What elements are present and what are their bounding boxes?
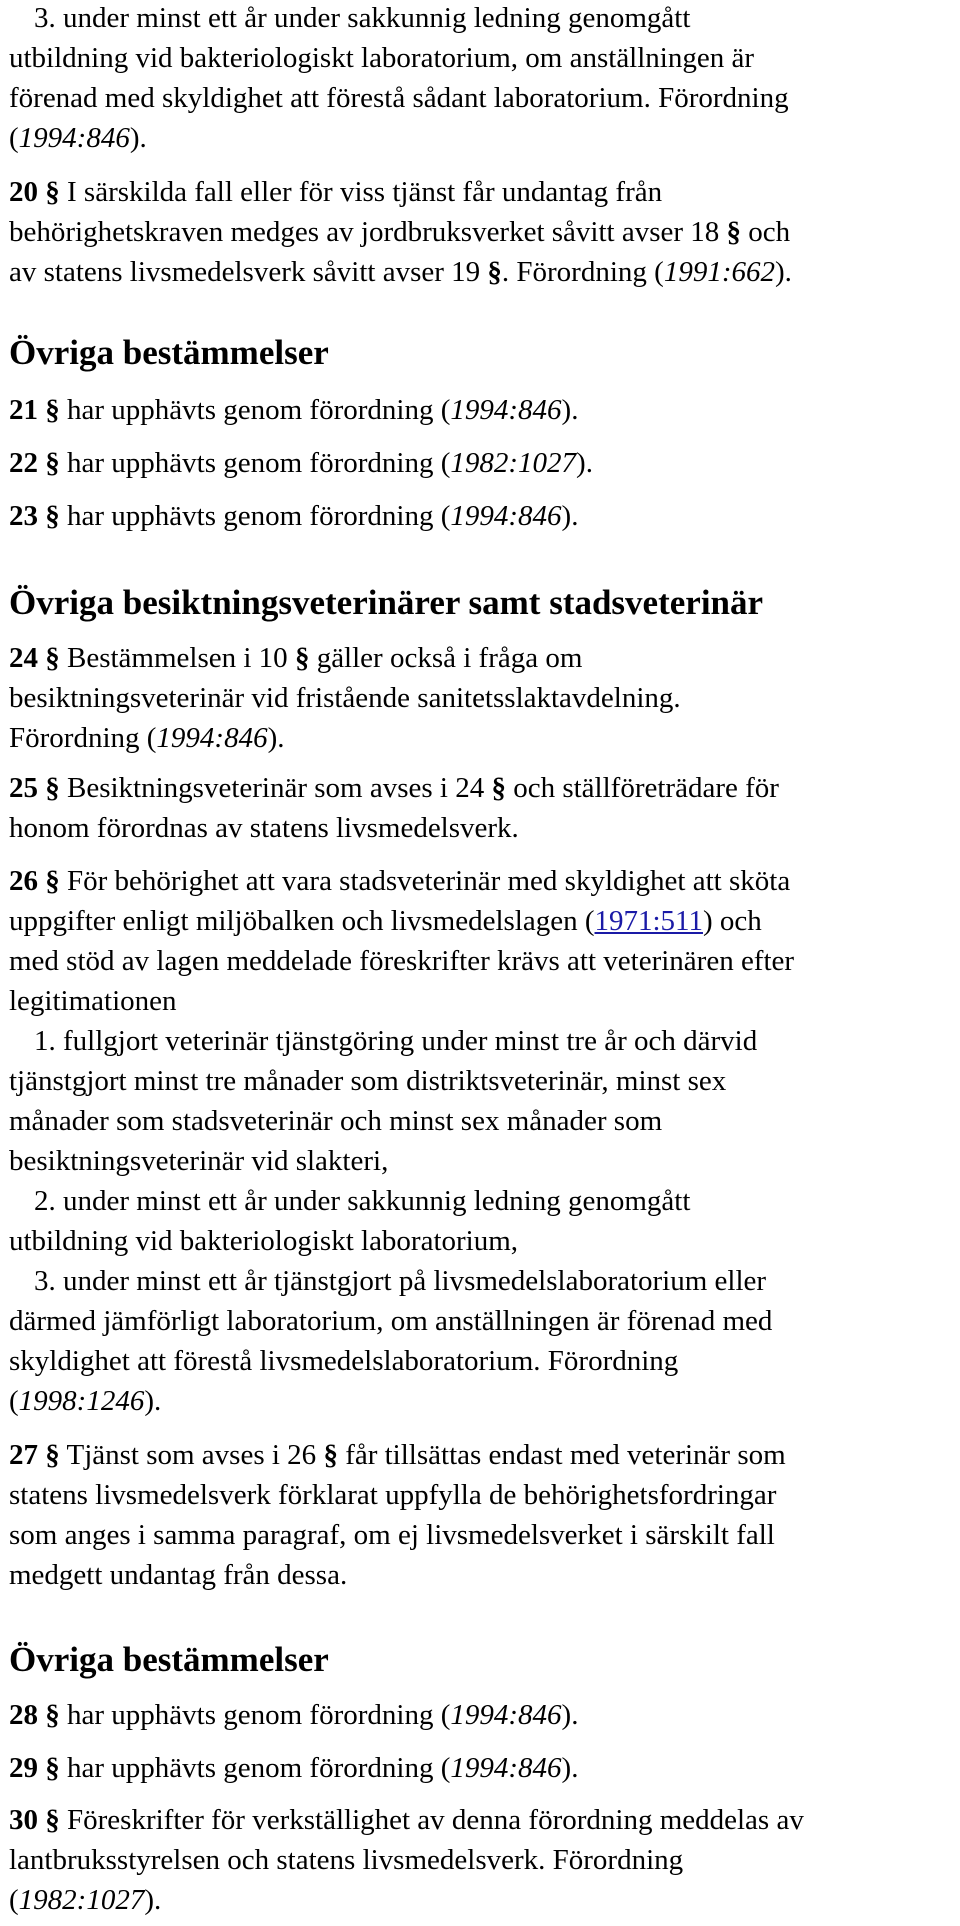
section-sign: § [45, 1439, 60, 1471]
section-sign: § [45, 1699, 60, 1731]
section-sign: § [45, 447, 60, 479]
ordinance-reference: 1994:846 [450, 394, 562, 426]
paragraph-number: 24 [9, 642, 38, 674]
ordinance-reference: 1994:846 [450, 1699, 562, 1731]
list-item-text: skyldighet att förestå livsmedelslaboratorium. Förordning [9, 1345, 679, 1377]
paragraph-21: 21 § har upphävts genom förordning (1994:846). [9, 394, 579, 426]
paragraph-number: 22 [9, 447, 38, 479]
paragraph-23: 23 § har upphävts genom förordning (1994:846). [9, 500, 579, 532]
section-sign: § [45, 642, 60, 674]
paragraph-text: behörighetskraven medges av jordbruksverket såvitt avser 18 [9, 216, 727, 248]
section-sign: § [45, 865, 60, 897]
paragraph-text: besiktningsveterinär vid fristående sanitetsslaktavdelning. [9, 682, 681, 714]
paragraph-text: legitimationen [9, 985, 177, 1017]
ordinance-reference: 1982:1027 [450, 447, 577, 479]
paragraph-number: 29 [9, 1752, 38, 1784]
paragraph-25: 25 § Besiktningsveterinär som avses i 24 § och ställföreträdare för honom förordnas av statens livsmedelsverk. [9, 768, 779, 848]
section-heading: Övriga besiktningsveterinärer samt stadsveterinär [9, 583, 764, 622]
paragraph-number: 21 [9, 394, 38, 426]
ordinance-reference: 1991:662 [663, 256, 775, 288]
list-item-text: 3. under minst ett år tjänstgjort på livsmedelslaboratorium eller [34, 1265, 767, 1297]
ordinance-reference: 1994:846 [450, 500, 562, 532]
section-sign: § [45, 1752, 60, 1784]
paragraph-text: I särskilda fall eller för viss tjänst får undantag från [59, 176, 663, 208]
paragraph-text: medgett undantag från dessa. [9, 1559, 348, 1591]
section-sign: § [45, 500, 60, 532]
section-sign: § [726, 216, 742, 248]
section-heading: Övriga bestämmelser [9, 1640, 329, 1679]
paragraph-number: 23 [9, 500, 38, 532]
list-item-3-top [9, 0, 789, 158]
section-sign: § [487, 256, 502, 288]
section-sign: § [491, 772, 506, 804]
list-item-text: besiktningsveterinär vid slakteri, [9, 1145, 389, 1177]
list-item-text: 1. fullgjort veterinär tjänstgöring under minst tre år och därvid [34, 1025, 758, 1057]
list-item-text: 3. under minst ett år under sakkunnig ledning genomgått [34, 2, 691, 34]
section-sign: § [45, 394, 60, 426]
list-item-text: (1994:846). [9, 122, 147, 154]
paragraph-text: som anges i samma paragraf, om ej livsmedelsverket i särskilt fall [9, 1519, 775, 1551]
list-item-text: utbildning vid bakteriologiskt laboratorium, om anställningen är [9, 42, 755, 74]
ordinance-reference: 1998:1246 [18, 1385, 145, 1417]
list-item-text: utbildning vid bakteriologiskt laboratorium, [9, 1225, 519, 1257]
list-item-text: därmed jämförligt laboratorium, om anställningen är förenad med [9, 1305, 773, 1337]
paragraph-number: 25 [9, 772, 38, 804]
paragraph-27: 27 § Tjänst som avses i 26 § får tillsättas endast med veterinär som statens livsmedelsverk förklarat uppfylla de behörighetsfordringar som anges i samma paragraf, om ej livsmedelsverket i särskilt fall medgett undantag från dessa. [9, 1435, 786, 1595]
section-heading: Övriga bestämmelser [9, 333, 329, 372]
ordinance-reference: 1994:846 [18, 122, 130, 154]
law-link[interactable]: 1971:511 [594, 905, 703, 937]
section-sign: § [45, 1804, 60, 1836]
paragraph-22: 22 § har upphävts genom förordning (1982:1027). [9, 447, 593, 479]
paragraph-24: 24 § Bestämmelsen i 10 § gäller också i fråga om besiktningsveterinär vid fristående sanitetsslaktavdelning. Förordning (1994:846). [9, 642, 681, 754]
list-item-text: 2. under minst ett år under sakkunnig ledning genomgått [34, 1185, 691, 1217]
paragraph-text: av statens livsmedelsverk såvitt avser 19 [9, 256, 488, 288]
section-sign: § [294, 642, 310, 674]
ordinance-reference: 1994:846 [450, 1752, 562, 1784]
paragraph-28: 28 § har upphävts genom förordning (1994:846). [9, 1699, 579, 1731]
paragraph-text: lantbruksstyrelsen och statens livsmedelsverk. Förordning [9, 1844, 684, 1876]
ordinance-reference: 1982:1027 [18, 1884, 145, 1916]
paragraph-number: 27 [9, 1439, 38, 1471]
paragraph-number: 20 [9, 176, 38, 208]
paragraph-number: 26 [9, 865, 38, 897]
paragraph-text: med stöd av lagen meddelade föreskrifter krävs att veterinären efter [9, 945, 795, 977]
paragraph-text: honom förordnas av statens livsmedelsverk. [9, 812, 519, 844]
paragraph-26: 26 § För behörighet att vara stadsveterinär med skyldighet att sköta uppgifter enligt miljöbalken och livsmedelslagen (1971:511) och med stöd av lagen meddelade föreskrifter krävs att veterinären efter legitimationen 1. fullgjort veterinär tjänstgöring under minst tre år och därvid tjänstgjort minst tre månader som distriktsveterinär, minst sex månader som stadsveterinär och minst sex månader som besiktningsveterinär vid slakteri, 2. under minst ett år under sakkunnig ledning genomgått utbildning vid bakteriologiskt laboratorium, 3. under minst ett år tjänstgjort på livsmedelslaboratorium eller därmed jämförligt laboratorium, om anställningen är förenad med skyldighet att förestå livsmedelslaboratorium. Förordning (1998:1246). [9, 865, 795, 1417]
paragraph-30: 30 § Föreskrifter för verkställighet av denna förordning meddelas av lantbruksstyrelsen och statens livsmedelsverk. Förordning (1982:1027). [9, 1804, 804, 1916]
paragraph-29: 29 § har upphävts genom förordning (1994:846). [9, 1752, 579, 1784]
paragraph-number: 28 [9, 1699, 38, 1731]
ordinance-reference: 1994:846 [156, 722, 268, 754]
paragraph-text: statens livsmedelsverk förklarat uppfylla de behörighetsfordringar [9, 1479, 777, 1511]
list-item-text: förenad med skyldighet att förestå sådant laboratorium. Förordning [9, 82, 789, 114]
section-sign: § [45, 176, 60, 208]
section-sign: § [45, 772, 60, 804]
list-item-text: tjänstgjort minst tre månader som distriktsveterinär, minst sex [9, 1065, 727, 1097]
paragraph-20: 20 § I särskilda fall eller för viss tjänst får undantag från behörighetskraven medges av jordbruksverket såvitt avser 18 § och av statens livsmedelsverk såvitt avser 19 §. Förordning (1991:662). [9, 176, 792, 288]
paragraph-number: 30 [9, 1804, 38, 1836]
list-item-text: månader som stadsveterinär och minst sex månader som [9, 1105, 663, 1137]
section-sign: § [323, 1439, 338, 1471]
